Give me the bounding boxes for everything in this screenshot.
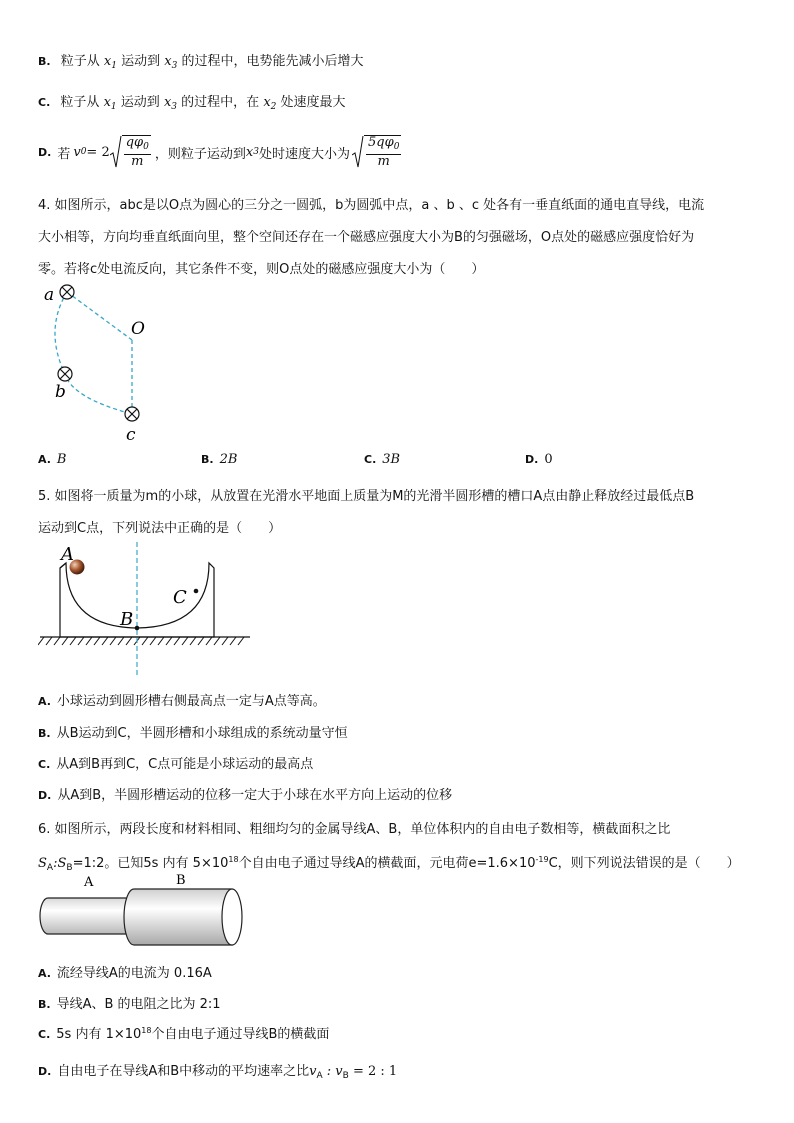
text: 若	[57, 146, 71, 162]
q6-figure	[36, 868, 246, 953]
q6-option-c	[38, 1023, 329, 1042]
point-c-dot	[194, 589, 199, 594]
label-b: B	[176, 873, 186, 888]
label-c: C	[173, 587, 187, 608]
option-text: 个自由电子通过导线B的横截面	[151, 1027, 330, 1042]
q4-option-d	[525, 452, 553, 467]
q4-option-c	[364, 452, 400, 467]
option-text: 从A到B再到C，C点可能是小球运动的最高点	[56, 757, 314, 772]
option-text: 从A到B，半圆形槽运动的位移一定大于小球在水平方向上运动的位移	[57, 788, 453, 803]
option-text: B	[56, 452, 67, 467]
label-c: c	[126, 425, 136, 445]
q4-stem-line-3: 零。若将c处电流反向，其它条件不变，则O点处的磁感应强度大小为（ ）	[38, 262, 485, 277]
q4-option-a	[38, 452, 66, 467]
option-label: D.	[38, 145, 52, 159]
var-x3: x	[245, 144, 254, 160]
sub: 0	[80, 147, 87, 157]
q6-option-d	[38, 1060, 397, 1081]
option-text: 流经导线A的电流为 0.16A	[56, 966, 212, 981]
label-b: b	[55, 382, 66, 402]
sub: 1	[110, 102, 117, 112]
sub: A	[46, 863, 54, 873]
text: 的过程中，电势能先减小后增大	[181, 54, 364, 69]
denominator: m	[377, 154, 390, 169]
q4-figure	[36, 280, 166, 445]
option-label: B.	[38, 998, 51, 1011]
label-a: a	[44, 285, 55, 305]
q5-option-b	[38, 722, 348, 741]
sqrt-expression-1	[110, 135, 151, 169]
text: :S	[53, 856, 67, 871]
option-label: B.	[201, 453, 214, 466]
option-label: B.	[38, 55, 51, 68]
sup: 18	[141, 1026, 152, 1035]
q5-option-a	[38, 690, 326, 709]
label-b: B	[120, 609, 134, 630]
text: S	[38, 856, 47, 871]
q3-option-d	[38, 135, 401, 169]
sub: A	[316, 1071, 323, 1081]
wire-b-cylinder	[124, 889, 232, 945]
option-label: A.	[38, 695, 51, 708]
label-a: A	[61, 544, 74, 565]
text: C，则下列说法错误的是（ ）	[548, 856, 740, 871]
q4-stem-line-1: 4. 如图所示，abc是以O点为圆心的三分之一圆弧，b为圆弧中点，a 、b 、c 处各有一垂直纸面的通电直导线，电流	[38, 198, 705, 213]
option-text: 自由电子在导线A和B中移动的平均速率之比	[57, 1064, 310, 1079]
q4-option-b	[201, 452, 237, 467]
option-text: 3B	[382, 452, 401, 467]
label-o: O	[131, 319, 145, 339]
sub: 0	[393, 142, 400, 152]
sub: B	[342, 1071, 349, 1081]
sub: 3	[253, 147, 259, 157]
option-label: A.	[38, 453, 51, 466]
text: 处速度最大	[280, 95, 346, 110]
var-v: v	[309, 1064, 317, 1079]
sub: 3	[171, 61, 178, 71]
label-a: A	[84, 875, 94, 890]
option-text: 小球运动到圆形槽右侧最高点一定与A点等高。	[56, 694, 326, 709]
q5-stem	[38, 481, 694, 545]
sup: -19	[535, 855, 549, 864]
var-v0: v	[73, 144, 81, 160]
denominator: m	[131, 154, 144, 169]
wire-a-cylinder	[40, 898, 134, 934]
option-label: C.	[38, 1028, 51, 1041]
option-text: 5s 内有 1×10	[56, 1027, 142, 1042]
text: 运动到	[121, 54, 161, 69]
sub: 3	[171, 102, 178, 112]
var-x1: x	[103, 54, 112, 69]
var-x1: x	[103, 95, 111, 110]
numerator: qφ	[125, 135, 144, 150]
var-v: : v	[322, 1064, 343, 1079]
point-b-dot	[135, 626, 140, 631]
q6-option-b	[38, 993, 221, 1012]
option-label: D.	[38, 1065, 52, 1078]
text: 处时速度大小为	[258, 146, 350, 162]
sqrt-expression-2	[352, 135, 401, 169]
option-text: 从B运动到C，半圆形槽和小球组成的系统动量守恒	[56, 726, 348, 741]
q4-stem-line-2: 大小相等，方向均垂直纸面向里，整个空间还存在一个磁感应强度大小为B的匀强磁场，O点处的磁感应强度恰好为	[38, 230, 695, 245]
option-label: C.	[38, 758, 51, 771]
sub: 0	[143, 142, 149, 152]
q6-stem-line-1: 6. 如图所示，两段长度和材料相同、粗细均匀的金属导线A、B，单位体积内的自由电子数相等，横截面积之比	[38, 822, 671, 837]
option-label: B.	[38, 727, 51, 740]
option-label: C.	[364, 453, 377, 466]
arc-abc	[55, 292, 132, 414]
q3-option-c	[38, 91, 346, 112]
q3-option-b	[38, 50, 363, 71]
ratio: = 2 : 1	[348, 1064, 398, 1079]
option-text: 导线A、B 的电阻之比为 2:1	[56, 997, 221, 1012]
q5-stem-line-2: 运动到C点，下列说法中正确的是（ ）	[38, 521, 282, 536]
wire-c-into-page-icon	[125, 407, 139, 421]
text: 粒子从	[60, 95, 100, 110]
wire-a-into-page-icon	[60, 285, 74, 299]
text: ，则粒子运动到	[154, 146, 246, 162]
radical-sign-icon	[352, 135, 364, 169]
wire-b-end-face	[222, 889, 242, 945]
sup: 18	[228, 855, 239, 864]
sub: B	[66, 863, 73, 873]
q6-option-a	[38, 962, 212, 981]
q5-figure	[38, 540, 253, 680]
var-x3: x	[164, 54, 172, 69]
text: 的过程中，在	[181, 95, 260, 110]
var-x3: x	[163, 95, 172, 110]
sub: 1	[111, 61, 117, 71]
q5-option-c	[38, 753, 313, 772]
wire-b-into-page-icon	[58, 367, 72, 381]
option-label: D.	[38, 789, 52, 802]
text: 运动到	[120, 95, 160, 110]
option-text: 2B	[219, 452, 238, 467]
ground-hatch	[38, 637, 244, 645]
text: =1:2。已知5s 内有 5×10	[72, 856, 229, 871]
option-label: C.	[38, 96, 51, 109]
equals: = 2	[86, 144, 110, 160]
q4-stem	[38, 190, 704, 286]
option-label: D.	[525, 453, 539, 466]
sub: 2	[270, 102, 277, 112]
radical-sign-icon	[110, 135, 122, 169]
q5-stem-line-1: 5. 如图将一质量为m的小球，从放置在光滑水平地面上质量为M的光滑半圆形槽的槽口A点由静止释放经过最低点B	[38, 489, 695, 504]
radius-oa	[67, 292, 132, 340]
option-text: 0	[544, 452, 553, 467]
text: 个自由电子通过导线A的横截面，元电荷e=1.6×10	[238, 856, 536, 871]
numerator: 5qφ	[368, 135, 394, 150]
text: 粒子从	[60, 54, 100, 69]
option-label: A.	[38, 967, 51, 980]
q5-option-d	[38, 784, 452, 803]
var-x2: x	[263, 95, 271, 110]
